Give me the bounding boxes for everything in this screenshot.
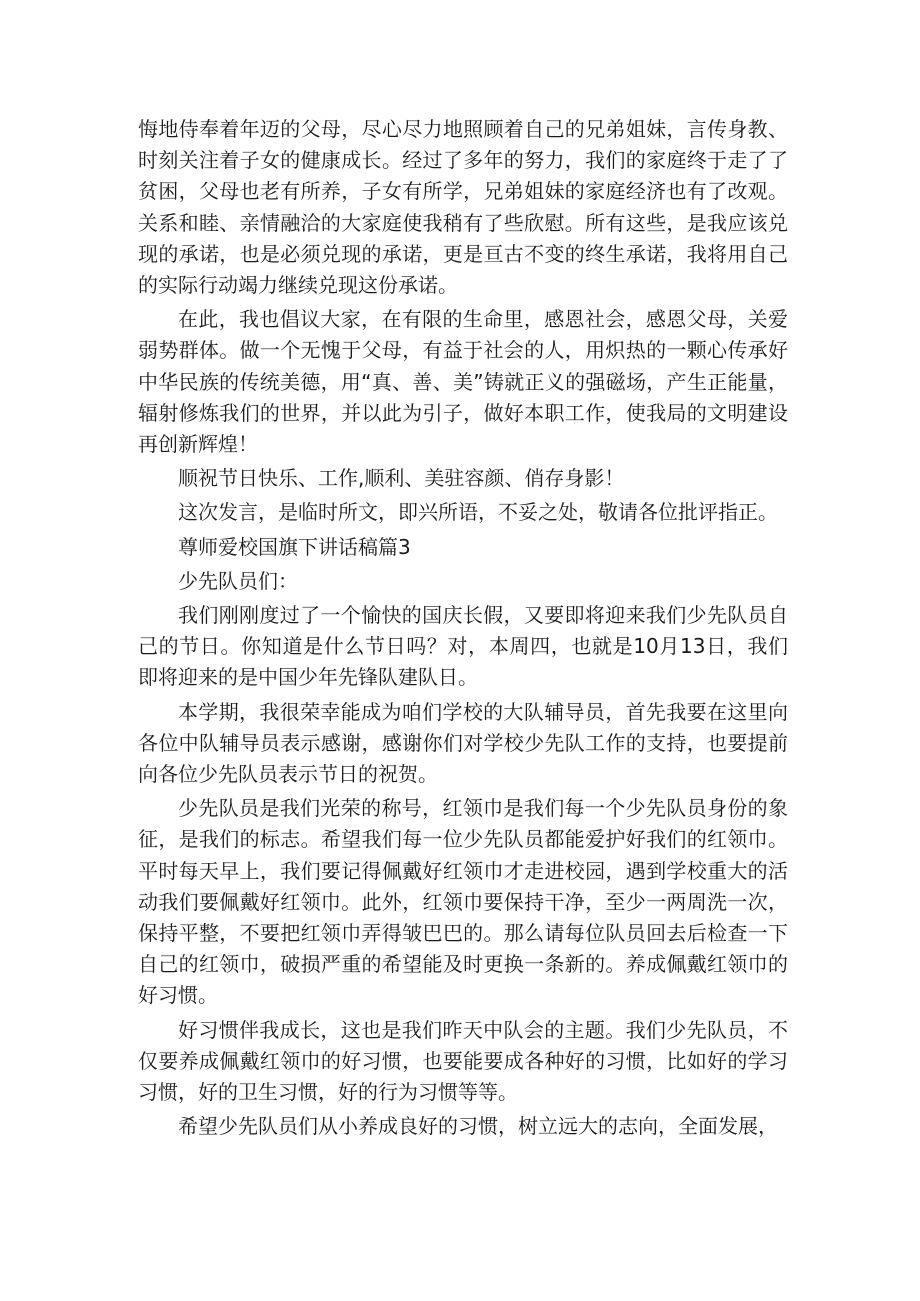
paragraph-4: 这次发言，是临时所文，即兴所语，不妥之处，敬请各位批评指正。 (178, 500, 778, 525)
paragraph-11: 希望少先队员们从小养成良好的习惯，树立远大的志向，全面发展， (178, 1114, 778, 1139)
paragraph-10: 好习惯伴我成长，这也是我们昨天中队会的主题。我们少先队员，不仅要养成佩戴红领巾的好习惯，也要能要成各种好的习惯，比如好的学习习惯，好的卫生习惯，好的行为习惯等等。 (138, 1017, 788, 1105)
paragraph-2: 在此，我也倡议大家，在有限的生命里，感恩社会，感恩父母，关爱弱势群体。做一个无愧于父母，有益于社会的人，用炽热的一颗心传承好中华民族的传统美德，用“真、善、美”铸就正义的强磁场，产生正能量，辐射修炼我们的世界，并以此为引子，做好本职工作，使我局的文明建设再创新辉煌！ (138, 307, 788, 457)
paragraph-7: 我们刚刚度过了一个愉快的国庆长假，又要即将迎来我们少先队员自己的节日。你知道是什么节日吗？对，本周四，也就是10月13日，我们即将迎来的是中国少年先锋队建队日。 (138, 603, 788, 690)
section-heading: 尊师爱校国旗下讲话稿篇3 (178, 534, 411, 559)
paragraph-1: 悔地侍奉着年迈的父母，尽心尽力地照顾着自己的兄弟姐妹，言传身教、时刻关注着子女的健康成长。经过了多年的努力，我们的家庭终于走了了贫困，父母也老有所养，子女有所学，兄弟姐妹的家庭经济也有了改观。关系和睦、亲情融洽的大家庭使我稍有了些欣慰。所有这些，是我应该兑现的承诺，也是必须兑现的承诺，更是亘古不变的终生承诺，我将用自己的实际行动竭力继续兑现这份承诺。 (138, 117, 788, 298)
paragraph-3: 顺祝节日快乐、工作,顺利、美驻容颜、俏存身影！ (178, 466, 625, 491)
paragraph-8: 本学期，我很荣幸能成为咱们学校的大队辅导员，首先我要在这里向各位中队辅导员表示感谢，感谢你们对学校少先队工作的支持，也要提前向各位少先队员表示节日的祝贺。 (138, 699, 788, 787)
paragraph-9: 少先队员是我们光荣的称号，红领巾是我们每一个少先队员身份的象征，是我们的标志。希望我们每一位少先队员都能爱护好我们的红领巾。平时每天早上，我们要记得佩戴好红领巾才走进校园，遇到学校重大的活动我们要佩戴好红领巾。此外，红领巾要保持干净，至少一两周洗一次，保持平整，不要把红领巾弄得皱巴巴的。那么请每位队员回去后检查一下自己的红领巾，破损严重的希望能及时更换一条新的。养成佩戴红领巾的好习惯。 (138, 796, 788, 1008)
document-body (138, 114, 788, 1146)
salutation: 少先队员们： (178, 568, 298, 593)
